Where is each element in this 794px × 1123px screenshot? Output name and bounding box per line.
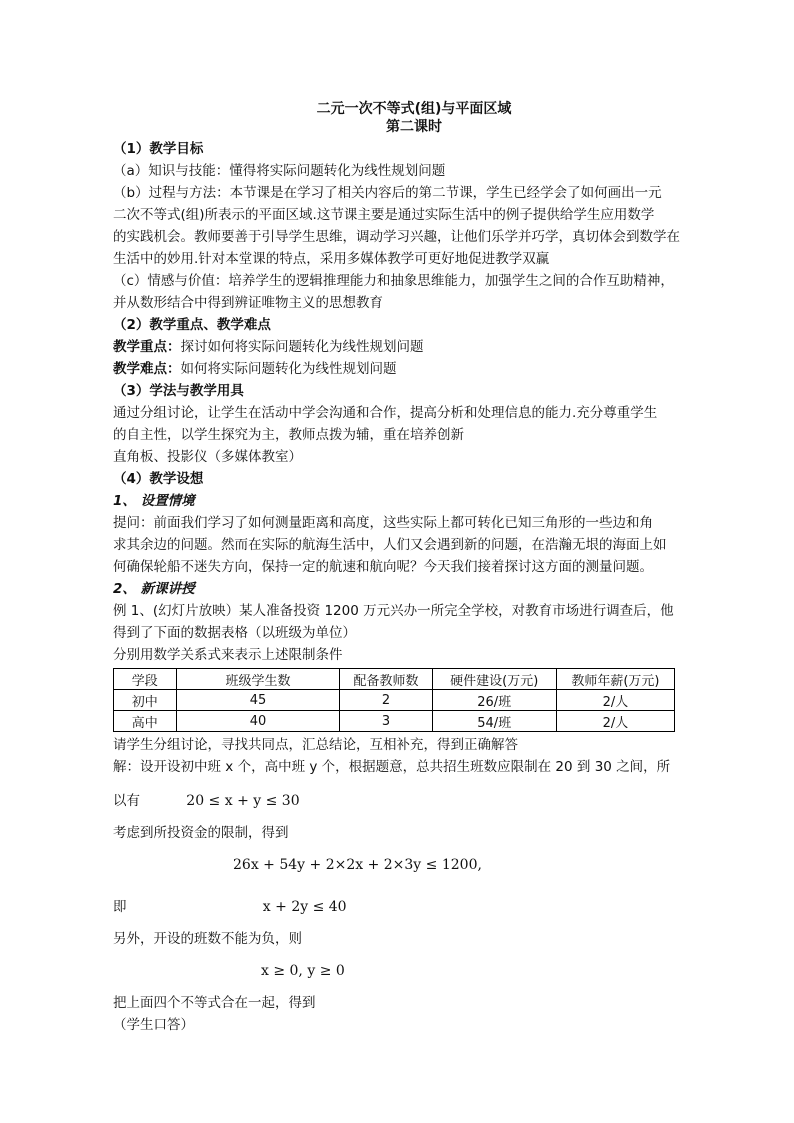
method-line-1: 通过分组讨论，让学生在活动中学会沟通和合作，提高分析和处理信息的能力.充分尊重学生	[113, 405, 658, 421]
teaching-difficulty-label: 教学难点：	[113, 361, 181, 377]
section-3-heading: （3）学法与教学用具	[113, 383, 244, 399]
document-subtitle: 第二课时	[386, 119, 442, 135]
section-2-heading: （2）教学重点、教学难点	[113, 317, 271, 333]
equation-2-row	[113, 854, 683, 876]
data-table	[113, 668, 675, 732]
equation-3-row	[113, 896, 683, 918]
table-cell: 2	[340, 690, 432, 711]
section-1-heading: （1）教学目标	[113, 141, 204, 157]
teaching-difficulty	[113, 358, 683, 380]
equation-4-row	[113, 960, 683, 982]
subsection-new-lesson: 2、 新课讲授	[113, 581, 195, 597]
document-title: 二元一次不等式(组)与平面区域	[316, 101, 512, 117]
budget-line: 考虑到所投资金的限制，得到	[113, 825, 289, 841]
table-cell: 2/人	[556, 711, 674, 732]
table-cell: 高中	[114, 711, 177, 732]
table-header-cell: 教师年薪(万元)	[556, 669, 674, 690]
subsection-scenario: 1、 设置情境	[113, 493, 195, 509]
table-cell: 40	[176, 711, 340, 732]
table-row	[114, 690, 675, 711]
goal-c-line-1: （c）情感与价值：培养学生的逻辑推理能力和抽象思维能力，加强学生之间的合作互助精神，	[113, 273, 674, 289]
table-cell: 初中	[114, 690, 177, 711]
goal-b-line-1: （b）过程与方法：本节课是在学习了相关内容后的第二节课，学生已经学会了如何画出一元	[113, 185, 662, 201]
equation-3-lead: 即	[113, 899, 127, 915]
table-cell: 2/人	[556, 690, 674, 711]
teaching-focus	[113, 336, 683, 358]
combine-line: 把上面四个不等式合在一起，得到	[113, 995, 316, 1011]
teaching-focus-label: 教学重点：	[113, 339, 181, 355]
teaching-focus-text: 探讨如何将实际问题转化为线性规划问题	[180, 339, 424, 355]
table-cell: 26/班	[432, 690, 556, 711]
equation-2: 26x + 54y + 2×2x + 2×3y ≤ 1200,	[233, 857, 482, 873]
section-4-heading: （4）教学设想	[113, 471, 204, 487]
question-line-3: 何确保轮船不迷失方向，保持一定的航速和航向呢？今天我们接着探讨这方面的测量问题。	[113, 559, 653, 575]
table-header-cell: 配备教师数	[340, 669, 432, 690]
table-header-row	[114, 669, 675, 690]
student-answer-line: （学生口答）	[113, 1017, 194, 1033]
goal-a: （a）知识与技能：懂得将实际问题转化为线性规划问题	[113, 163, 446, 179]
goal-b-line-3: 的实践机会。教师要善于引导学生思维，调动学习兴趣，让他们乐学并巧学，真切体会到数学在	[113, 229, 680, 245]
equation-1: 20 ≤ x + y ≤ 30	[186, 793, 300, 809]
table-header-cell: 硬件建设(万元)	[432, 669, 556, 690]
example-line-1: 例 1、(幻灯片放映）某人准备投资 1200 万元兴办一所完全学校，对教育市场进行调查后，他	[113, 603, 674, 619]
table-row	[114, 711, 675, 732]
table-cell: 45	[176, 690, 340, 711]
nonnegative-line: 另外，开设的班数不能为负，则	[113, 931, 302, 947]
question-line-2: 求其余边的问题。然而在实际的航海生活中，人们又会遇到新的问题，在浩瀚无垠的海面上如	[113, 537, 667, 553]
table-cell: 3	[340, 711, 432, 732]
question-line-1: 提问：前面我们学习了如何测量距离和高度，这些实际上都可转化已知三角形的一些边和角	[113, 515, 653, 531]
table-header-cell: 班级学生数	[176, 669, 340, 690]
teaching-difficulty-text: 如何将实际问题转化为线性规划问题	[180, 361, 397, 377]
equation-1-lead: 以有	[113, 793, 140, 809]
equation-1-row	[113, 790, 683, 812]
goal-c-line-2: 并从数形结合中得到辨证唯物主义的思想教育	[113, 295, 383, 311]
after-line-2: 解：设开设初中班 x 个，高中班 y 个，根据题意，总共招生班数应限制在 20 到 30 之间，所	[113, 759, 671, 775]
goal-b-line-4: 生活中的妙用.针对本堂课的特点，采用多媒体教学可更好地促进教学双赢	[113, 251, 550, 267]
table-header-cell: 学段	[114, 669, 177, 690]
tools-line: 直角板、投影仪（多媒体教室）	[113, 449, 302, 465]
equation-4: x ≥ 0, y ≥ 0	[261, 963, 345, 979]
method-line-2: 的自主性，以学生探究为主，教师点拨为辅，重在培养创新	[113, 427, 464, 443]
table-cell: 54/班	[432, 711, 556, 732]
goal-b-line-2: 二次不等式(组)所表示的平面区域.这节课主要是通过实际生活中的例子提供给学生应用数学	[113, 207, 655, 223]
equation-3: x + 2y ≤ 40	[262, 899, 347, 915]
example-line-2: 得到了下面的数据表格（以班级为单位）	[113, 625, 356, 641]
after-line-1: 请学生分组讨论，寻找共同点，汇总结论，互相补充，得到正确解答	[113, 737, 518, 753]
document-page	[113, 100, 683, 1036]
example-line-3: 分别用数学关系式来表示上述限制条件	[113, 647, 343, 663]
